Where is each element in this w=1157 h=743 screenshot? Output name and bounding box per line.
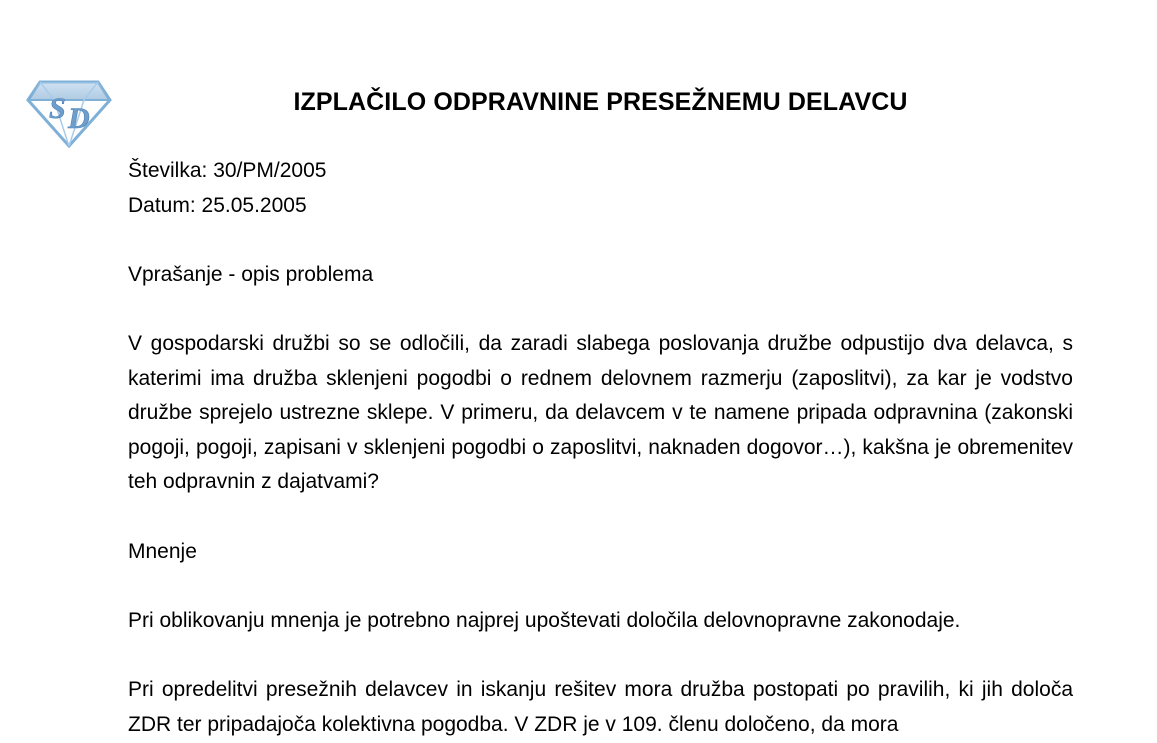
document-body bbox=[128, 154, 1073, 742]
opinion-heading: Mnenje bbox=[128, 539, 197, 563]
spacer bbox=[128, 638, 1073, 673]
document-number: Številka: 30/PM/2005 bbox=[128, 159, 327, 182]
opinion-paragraph: Pri oblikovanju mnenja je potrebno najprej upoštevati določila delovnopravne zakonodaje. bbox=[128, 608, 961, 632]
spacer bbox=[128, 500, 1073, 535]
svg-text:D: D bbox=[68, 102, 90, 135]
opinion-paragraph: Pri opredelitvi presežnih delavcev in iskanju rešitev mora družba postopati po pravilih, ki jih določa ZDR ter pripadajoča kolektivna pogodba. V ZDR je v 109. členu določeno, da mora bbox=[128, 677, 1073, 736]
spacer bbox=[128, 223, 1073, 258]
document-title: IZPLAČILO ODPRAVNINE PRESEŽNEMU DELAVCU bbox=[293, 88, 908, 116]
spacer bbox=[128, 569, 1073, 604]
question-heading: Vprašanje - opis problema bbox=[128, 262, 374, 286]
question-paragraph: V gospodarski družbi so se odločili, da zaradi slabega poslovanja družbe odpustijo dva delavca, s katerimi ima družba sklenjeni pogodbi o rednem delovnem razmerju (zaposlitvi), za kar je vodstvo družbe sprejelo ustrezne sklepe. V primeru, da delavcem v te namene pripada odpravnina (zakonski pogoji, pogoji, zapisani v sklenjeni pogodbi o zaposlitvi, naknaden dogovor…), kakšna je obremenitev teh odpravnin z dajatvami? bbox=[128, 331, 1073, 494]
diamond-logo-icon bbox=[26, 78, 112, 148]
company-logo bbox=[26, 78, 112, 148]
document-date: Datum: 25.05.2005 bbox=[128, 193, 307, 217]
spacer bbox=[128, 292, 1073, 327]
svg-text:S: S bbox=[49, 92, 66, 125]
